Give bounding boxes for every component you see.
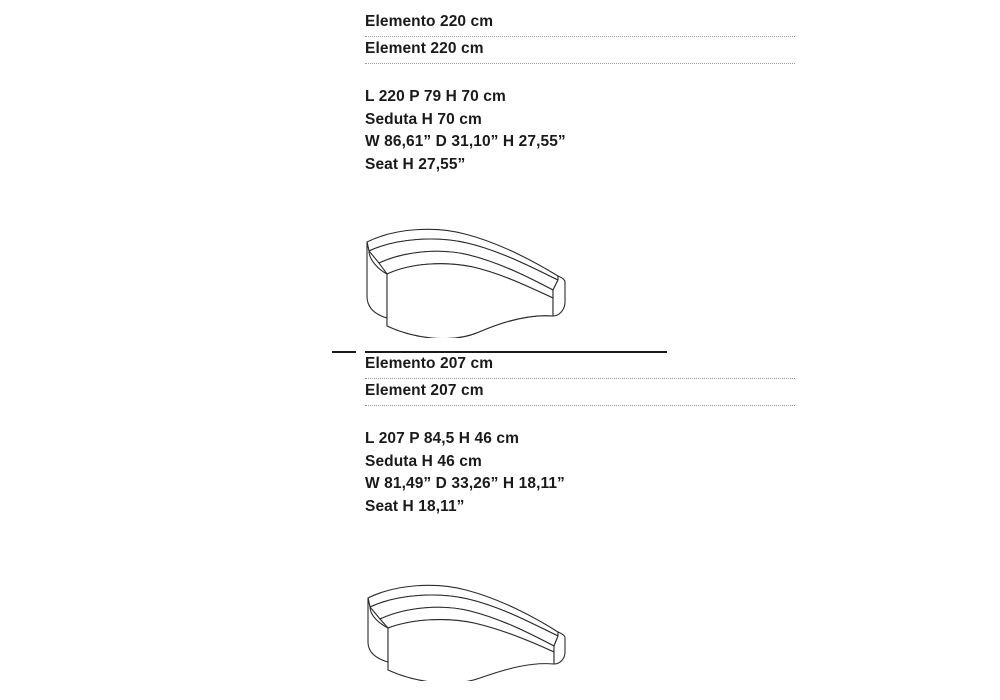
spec-dimensions-1 — [365, 86, 795, 176]
dimension-line: Seduta H 46 cm — [365, 452, 482, 470]
section-divider-tick — [332, 351, 356, 353]
dimension-line: Seduta H 70 cm — [365, 110, 482, 128]
spec-block-1 — [365, 12, 795, 176]
section-divider-rule — [365, 351, 667, 353]
dimension-line: L 207 P 84,5 H 46 cm — [365, 430, 519, 447]
spec-title-italian-text-1: Elemento 220 cm — [365, 13, 494, 30]
spec-title-italian-2 — [365, 354, 795, 379]
dimension-line: Seat H 27,55” — [365, 155, 466, 173]
spec-dimensions-2 — [365, 428, 795, 518]
spec-title-english-2 — [365, 381, 795, 406]
dimension-line: Seat H 18,11” — [365, 497, 465, 515]
spec-block-2 — [365, 354, 795, 518]
spec-title-english-text-2: Element 207 cm — [365, 382, 484, 399]
dimension-line: W 81,49” D 33,26” H 18,11” — [365, 475, 565, 492]
dimension-line: L 220 P 79 H 70 cm — [365, 88, 506, 105]
curved-sofa-element-207-drawing — [358, 576, 583, 681]
spec-title-italian-1 — [365, 12, 795, 37]
curved-sofa-element-220-drawing — [355, 218, 585, 338]
dimension-line: W 86,61” D 31,10” H 27,55” — [365, 133, 566, 150]
spec-title-italian-text-2: Elemento 207 cm — [365, 355, 494, 372]
spec-title-english-1 — [365, 39, 795, 64]
spec-title-english-text-1: Element 220 cm — [365, 40, 484, 57]
